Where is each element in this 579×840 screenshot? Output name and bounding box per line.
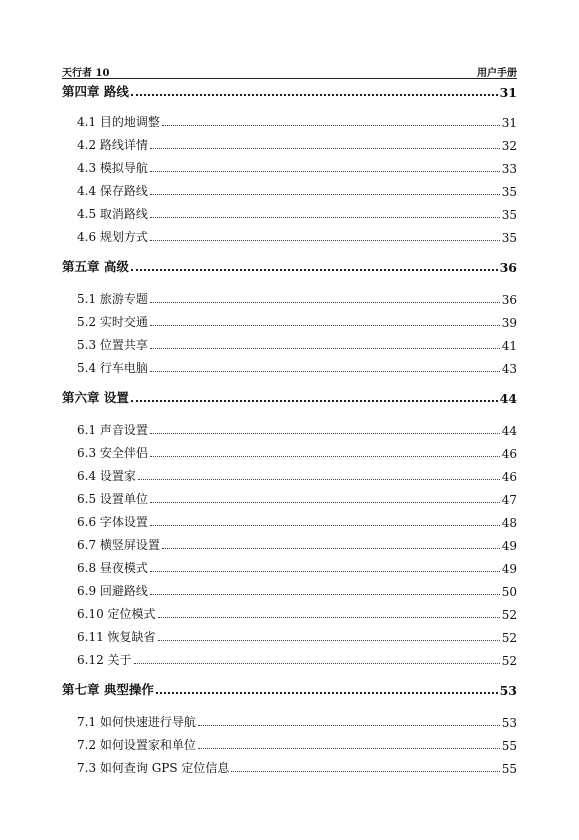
toc-section-row <box>62 733 517 753</box>
dot-leader <box>150 240 500 241</box>
toc-entry-title: 第七章 典型操作 <box>62 682 154 697</box>
page-header <box>62 62 517 79</box>
dot-leader <box>134 663 500 664</box>
dot-leader <box>198 748 500 749</box>
toc-chapter-row <box>62 386 517 406</box>
toc-page-number: 31 <box>501 116 517 130</box>
toc-page-number: 44 <box>499 391 517 406</box>
toc-entry-title: 7.1 如何快速进行导航 <box>77 715 196 729</box>
dot-leader <box>156 692 498 694</box>
toc-section-row <box>62 156 517 176</box>
toc-entry-title: 4.3 模拟导航 <box>77 161 148 175</box>
toc-section-row <box>62 333 517 353</box>
toc-page-number: 53 <box>499 683 517 698</box>
toc-entry-title: 4.1 目的地调整 <box>77 115 160 129</box>
dot-leader <box>138 479 500 480</box>
toc-section-row <box>62 556 517 576</box>
dot-leader <box>131 400 498 402</box>
toc-page-number: 55 <box>501 762 517 776</box>
header-product-name: 天行者 10 <box>62 68 110 79</box>
dot-leader <box>150 571 500 572</box>
toc-page-number: 50 <box>501 585 517 599</box>
toc-entry-title: 第六章 设置 <box>62 390 129 405</box>
toc-entry-title: 6.10 定位模式 <box>77 607 156 621</box>
dot-leader <box>150 148 500 149</box>
toc-entry-title: 4.2 路线详情 <box>77 138 148 152</box>
toc-page-number: 35 <box>501 185 517 199</box>
toc-section-row <box>62 487 517 507</box>
toc-section-row <box>62 602 517 622</box>
toc-entry-title: 4.4 保存路线 <box>77 184 148 198</box>
toc-section-row <box>62 579 517 599</box>
toc-section-row <box>62 756 517 776</box>
toc-page-number: 32 <box>501 139 517 153</box>
toc-page-number: 35 <box>501 231 517 245</box>
toc-entry-title: 4.6 规划方式 <box>77 230 148 244</box>
toc-entry-title: 6.8 昼夜模式 <box>77 561 148 575</box>
toc-entry-title: 6.1 声音设置 <box>77 423 148 437</box>
toc-section-row <box>62 356 517 376</box>
toc-page-number: 49 <box>501 539 517 553</box>
toc-page-number: 33 <box>501 162 517 176</box>
toc-chapter-row <box>62 255 517 275</box>
toc-entry-title: 6.9 回避路线 <box>77 584 148 598</box>
toc-section-row <box>62 225 517 245</box>
toc-section-row <box>62 287 517 307</box>
toc-page-number: 49 <box>501 562 517 576</box>
toc-entry-title: 第四章 路线 <box>62 84 129 99</box>
toc-entry-title: 6.11 恢复缺省 <box>77 630 156 644</box>
dot-leader <box>150 371 500 372</box>
toc-section-row <box>62 418 517 438</box>
toc-section-row <box>62 310 517 330</box>
toc-entry-title: 5.3 位置共享 <box>77 338 148 352</box>
toc-page-number: 35 <box>501 208 517 222</box>
toc-entry-title: 6.12 关于 <box>77 653 132 667</box>
dot-leader <box>162 548 500 549</box>
toc-section-row <box>62 533 517 553</box>
toc-page-number: 44 <box>501 424 517 438</box>
dot-leader <box>150 325 500 326</box>
dot-leader <box>150 433 500 434</box>
toc-entry-title: 5.2 实时交通 <box>77 315 148 329</box>
toc-page-number: 52 <box>501 631 517 645</box>
header-manual-title: 用户手册 <box>477 68 517 79</box>
dot-leader <box>198 725 500 726</box>
toc-entry-title: 6.3 安全伴侣 <box>77 446 148 460</box>
toc-page-number: 55 <box>501 739 517 753</box>
toc-entry-title: 6.7 横竖屏设置 <box>77 538 160 552</box>
toc-entry-title: 7.3 如何查询 GPS 定位信息 <box>77 761 230 775</box>
toc-entry-title: 第五章 高级 <box>62 259 129 274</box>
dot-leader <box>150 502 500 503</box>
toc-section-row <box>62 625 517 645</box>
toc-section-row <box>62 202 517 222</box>
toc-section-row <box>62 710 517 730</box>
toc-entry-title: 5.4 行车电脑 <box>77 361 148 375</box>
toc-page-number: 39 <box>501 316 517 330</box>
toc-chapter-row <box>62 80 517 100</box>
toc-section-row <box>62 441 517 461</box>
toc-section-row <box>62 510 517 530</box>
dot-leader <box>150 302 500 303</box>
toc-entry-title: 6.4 设置家 <box>77 469 136 483</box>
dot-leader <box>131 94 498 96</box>
toc-section-row <box>62 464 517 484</box>
toc-page-number: 52 <box>501 654 517 668</box>
dot-leader <box>162 125 500 126</box>
toc-page-number: 31 <box>499 85 517 100</box>
dot-leader <box>150 594 500 595</box>
toc-entry-title: 6.5 设置单位 <box>77 492 148 506</box>
toc-page-number: 43 <box>501 362 517 376</box>
dot-leader <box>158 617 500 618</box>
toc-page-number: 46 <box>501 447 517 461</box>
dot-leader <box>131 269 498 271</box>
toc-entry-title: 5.1 旅游专题 <box>77 292 148 306</box>
dot-leader <box>158 640 500 641</box>
toc-page-number: 46 <box>501 470 517 484</box>
toc-page-number: 36 <box>501 293 517 307</box>
dot-leader <box>150 171 500 172</box>
dot-leader <box>150 525 500 526</box>
toc-page-number: 41 <box>501 339 517 353</box>
toc-page-number: 52 <box>501 608 517 622</box>
dot-leader <box>150 456 500 457</box>
dot-leader <box>231 771 499 772</box>
toc-entry-title: 6.6 字体设置 <box>77 515 148 529</box>
toc-section-row <box>62 133 517 153</box>
toc-page-number: 47 <box>501 493 517 507</box>
toc-chapter-row <box>62 678 517 698</box>
dot-leader <box>150 194 500 195</box>
dot-leader <box>150 348 500 349</box>
toc-section-row <box>62 179 517 199</box>
dot-leader <box>150 217 500 218</box>
toc-entry-title: 4.5 取消路线 <box>77 207 148 221</box>
toc-section-row <box>62 648 517 668</box>
toc-page-number: 53 <box>501 716 517 730</box>
toc-page-number: 36 <box>499 260 517 275</box>
toc-section-row <box>62 110 517 130</box>
toc-page-number: 48 <box>501 516 517 530</box>
toc-entry-title: 7.2 如何设置家和单位 <box>77 738 196 752</box>
